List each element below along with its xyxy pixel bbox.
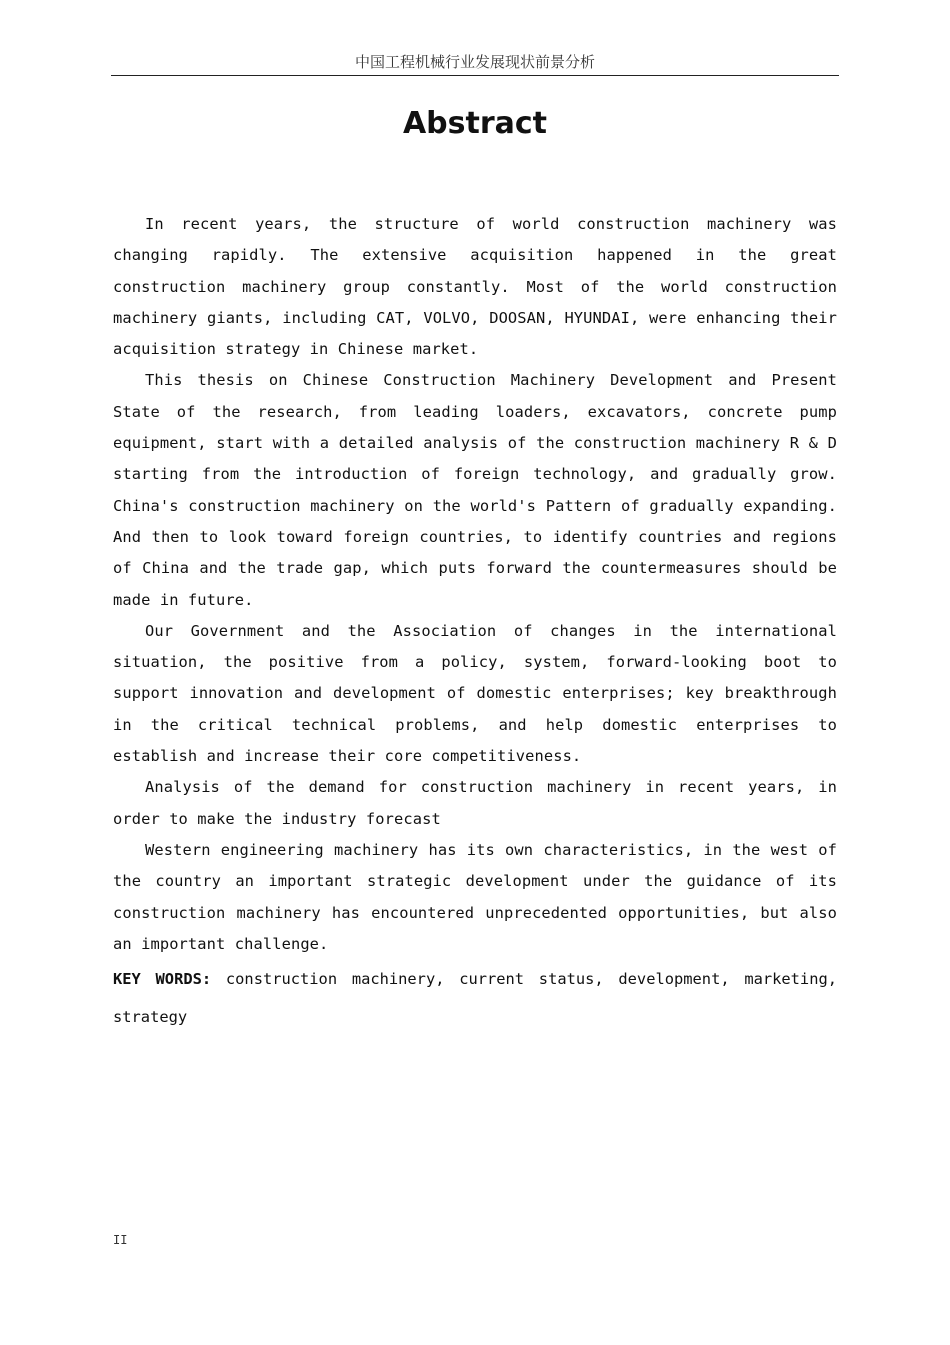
page-title: Abstract [402, 106, 548, 141]
page-number: II [113, 1233, 128, 1247]
keywords-text: construction machinery, current status, development, marketing, strategy [113, 970, 837, 1026]
running-header: 中国工程机械行业发展现状前景分析 [354, 53, 595, 71]
keywords-label: KEY WORDS: [113, 970, 212, 988]
abstract-paragraph-1: In recent years, the structure of world construction machinery was changing rapidly. The extensive acquisition happened in the great construction machinery group constantly. Most of the world construction machinery giants, including CAT, VOLVO, DOOSAN, HYUNDAI, were enhancing their acquisition strategy in Chinese market. [113, 215, 837, 359]
abstract-paragraph-3: Our Government and the Association of changes in the international situation, the positive from a policy, system, forward-looking boot to support innovation and development of domestic enterprises; key breakthrough in the critical technical problems, and help domestic enterprises to establish and increase their core competitiveness. [113, 621, 837, 766]
abstract-paragraph-5: Western engineering machinery has its own characteristics, in the west of the country an important strategic development under the guidance of its construction machinery has encountered unprecedented opportunities, but also an important challenge. [113, 840, 837, 953]
abstract-body [113, 209, 837, 960]
abstract-paragraph-2: This thesis on Chinese Construction Machinery Development and Present State of the research, from leading loaders, excavators, concrete pump equipment, start with a detailed analysis of the construction machinery R & D starting from the introduction of foreign technology, and gradually grow. China's construction machinery on the world's Pattern of gradually expanding. And then to look toward foreign countries, to identify countries and regions of China and the trade gap, which puts forward the countermeasures should be made in future. [113, 371, 837, 609]
abstract-paragraph-4: Analysis of the demand for construction machinery in recent years, in order to make the industry forecast [113, 778, 837, 828]
header-rule [111, 75, 839, 76]
keywords [113, 960, 837, 1036]
